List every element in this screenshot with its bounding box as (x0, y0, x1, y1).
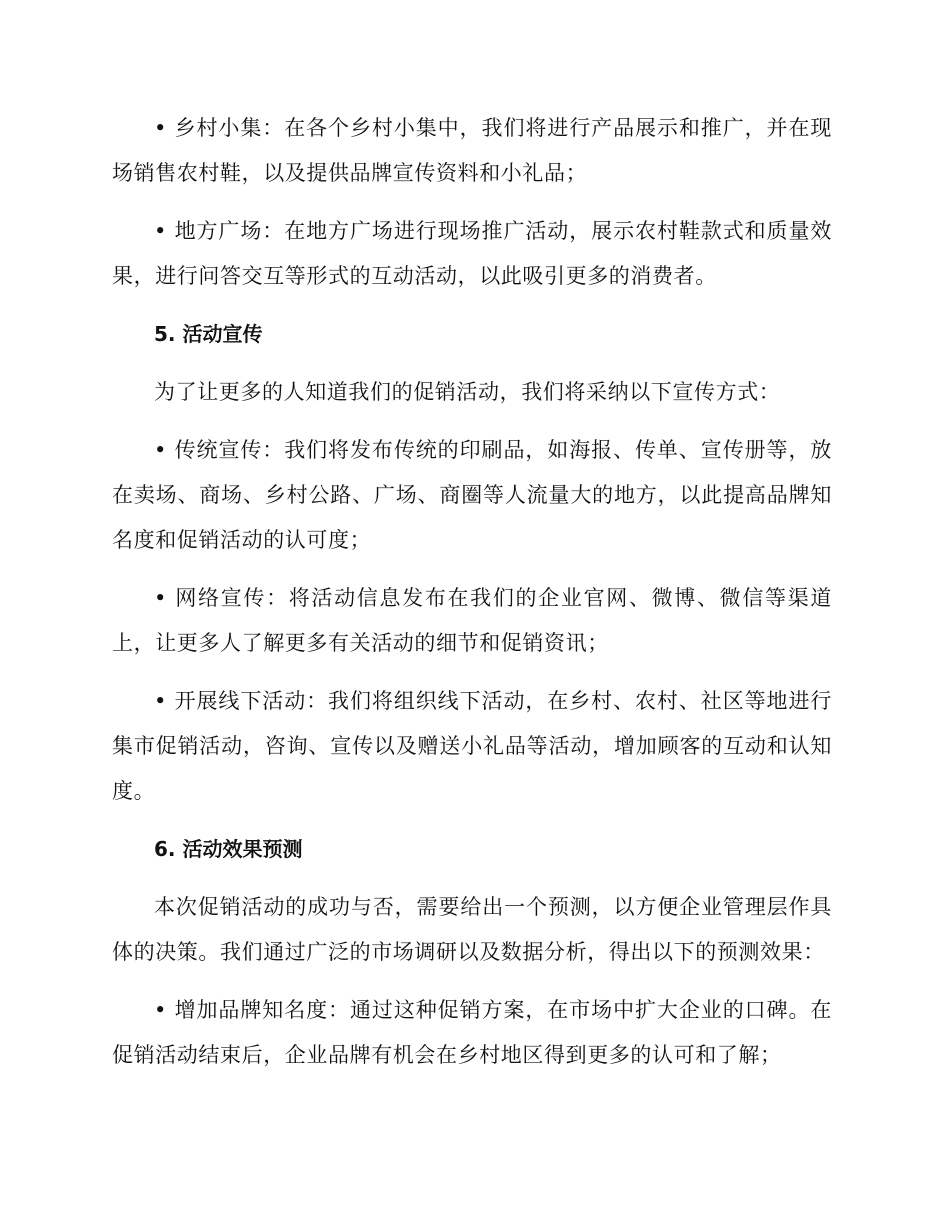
section-heading-forecast: 6. 活动效果预测 (154, 837, 303, 861)
bullet-paragraph-rural-market: • 乡村小集：在各个乡村小集中，我们将进行产品展示和推广，并在现场销售农村鞋，以及提供品牌宣传资料和小礼品； (112, 116, 832, 185)
body-paragraph-forecast-intro: 本次促销活动的成功与否，需要给出一个预测，以方便企业管理层作具体的决策。我们通过广泛的市场调研以及数据分析，得出以下的预测效果： (112, 895, 832, 964)
bullet-paragraph-online: • 网络宣传：将活动信息发布在我们的企业官网、微博、微信等渠道上，让更多人了解更多有关活动的细节和促销资讯； (112, 586, 832, 655)
section-heading-promotion: 5. 活动宣传 (154, 322, 263, 346)
bullet-paragraph-traditional: • 传统宣传：我们将发布传统的印刷品，如海报、传单、宣传册等，放在卖场、商场、乡村公路、广场、商圈等人流量大的地方，以此提高品牌知名度和促销活动的认可度； (112, 438, 832, 552)
bullet-paragraph-brand-awareness: • 增加品牌知名度：通过这种促销方案，在市场中扩大企业的口碑。在促销活动结束后，企业品牌有机会在乡村地区得到更多的认可和了解； (112, 998, 832, 1067)
document-page (112, 106, 832, 1091)
body-paragraph-promotion-intro: 为了让更多的人知道我们的促销活动，我们将采纳以下宣传方式： (154, 380, 781, 404)
bullet-paragraph-local-square: • 地方广场：在地方广场进行现场推广活动，展示农村鞋款式和质量效果，进行问答交互等形式的互动活动，以此吸引更多的消费者。 (112, 219, 832, 288)
bullet-paragraph-offline: • 开展线下活动：我们将组织线下活动，在乡村、农村、社区等地进行集市促销活动，咨询、宣传以及赠送小礼品等活动，增加顾客的互动和认知度。 (112, 689, 832, 803)
